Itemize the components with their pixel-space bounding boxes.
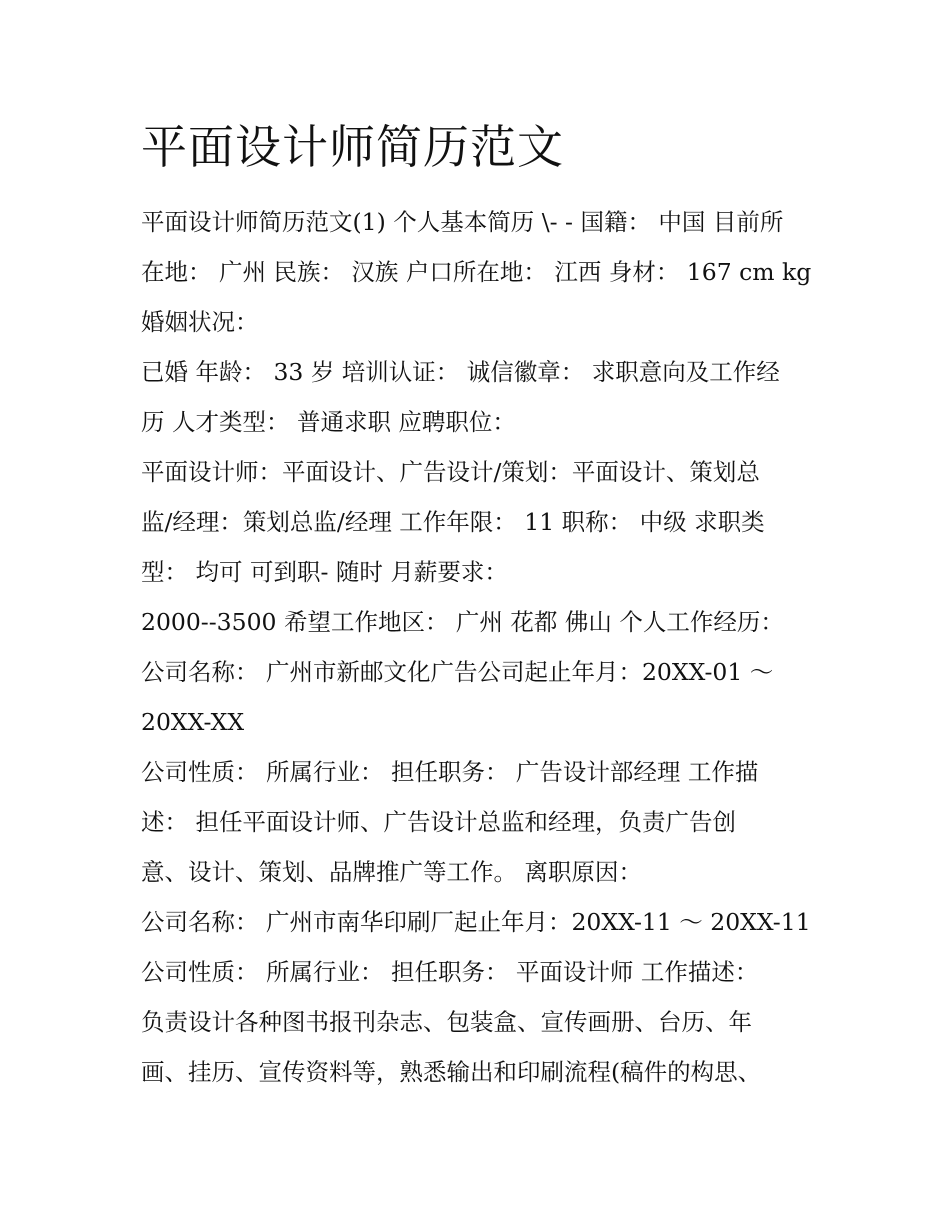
text-line: 在地： 广州 民族： 汉族 户口所在地： 江西 身材： 167 cm kg [141, 258, 812, 286]
text-line: 公司名称： 广州市南华印刷厂起止年月：20XX-11 ～ 20XX-11 [141, 908, 811, 936]
text-line: 20XX-XX [141, 708, 245, 736]
text-line: 平面设计师简历范文(1) 个人基本简历 \- - 国籍： 中国 目前所 [141, 208, 784, 236]
text-line: 历 人才类型： 普通求职 应聘职位： [141, 408, 516, 436]
text-line: 监/经理：策划总监/经理 工作年限： 11 职称： 中级 求职类 [141, 508, 765, 536]
text-line: 婚姻状况： [141, 308, 259, 336]
document-body [141, 197, 821, 1097]
text-line: 已婚 年龄： 33 岁 培训认证： 诚信徽章： 求职意向及工作经 [141, 358, 780, 386]
text-line: 公司名称： 广州市新邮文化广告公司起止年月：20XX-01 ～ [141, 658, 774, 686]
text-line: 公司性质： 所属行业： 担任职务： 平面设计师 工作描述： [141, 958, 759, 986]
text-line: 述： 担任平面设计师、广告设计总监和经理，负责广告创 [141, 808, 736, 836]
text-line: 意、设计、策划、品牌推广等工作。 离职原因： [141, 858, 642, 886]
text-line: 公司性质： 所属行业： 担任职务： 广告设计部经理 工作描 [141, 758, 759, 786]
text-line: 平面设计师：平面设计、广告设计/策划：平面设计、策划总 [141, 458, 760, 486]
document-title: 平面设计师简历范文 [141, 120, 564, 174]
text-line: 型： 均可 可到职- 随时 月薪要求： [141, 558, 508, 586]
text-line: 2000--3500 希望工作地区： 广州 花都 佛山 个人工作经历： [141, 608, 784, 636]
text-line: 画、挂历、宣传资料等，熟悉输出和印刷流程(稿件的构思、 [141, 1058, 762, 1086]
text-line: 负责设计各种图书报刊杂志、包装盒、宣传画册、台历、年 [141, 1008, 752, 1036]
